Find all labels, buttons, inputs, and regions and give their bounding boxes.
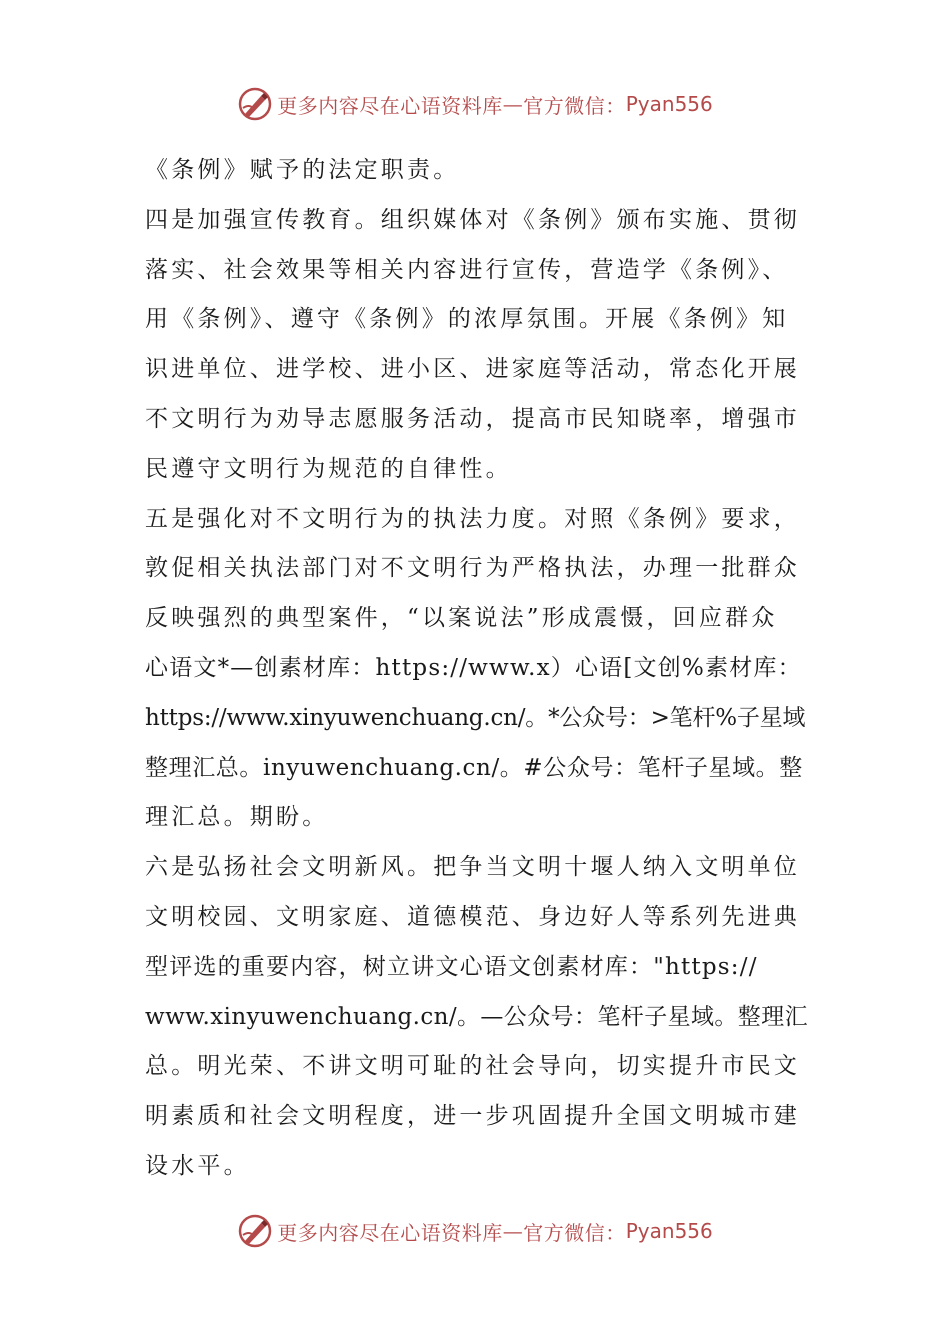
footer-dash: — — [502, 1219, 524, 1243]
text-line: 文明校园、文明家庭、道德模范、身边好人等系列先进典 — [145, 903, 800, 930]
text-line: 心语文*—创素材库：https://www.x）心语[文创%素材库： — [145, 654, 802, 681]
text-line: 不文明行为劝导志愿服务活动，提高市民知晓率，增强市 — [145, 405, 800, 432]
pen-logo-icon — [237, 86, 273, 122]
text-line: 《条例》赋予的法定职责。 — [145, 157, 460, 183]
header-dash: — — [502, 92, 524, 116]
pen-logo-icon — [237, 1213, 273, 1249]
text-line: 明素质和社会文明程度，进一步巩固提升全国文明城市建 — [145, 1103, 800, 1130]
text-line: 民遵守文明行为规范的自律性。 — [145, 455, 512, 482]
text-line: 理汇总。期盼。 — [145, 804, 329, 831]
text-line: 四是加强宣传教育。组织媒体对《条例》颁布实施、贯彻 — [145, 206, 800, 233]
text-line: 用《条例》、遵守《条例》的浓厚氛围。开展《条例》知 — [145, 306, 789, 333]
footer-banner — [0, 1211, 950, 1251]
text-line: 落实、社会效果等相关内容进行宣传，营造学《条例》、 — [145, 256, 789, 283]
text-line: 五是强化对不文明行为的执法力度。对照《条例》要求， — [145, 505, 800, 532]
text-line: 设水平。 — [145, 1152, 250, 1179]
header-slogan: 更多内容尽在心语资料库 — [277, 93, 503, 118]
text-line: https://www.xinyuwenchuang.cn/。*公众号：>笔杆%子星域 — [145, 704, 806, 731]
body-text — [145, 146, 807, 1192]
text-line: 型评选的重要内容，树立讲文心语文创素材库："https:// — [145, 953, 758, 980]
text-line: 识进单位、进学校、进小区、进家庭等活动，常态化开展 — [145, 356, 800, 383]
text-line: 整理汇总。inyuwenchuang.cn/。#公众号：笔杆子星域。整 — [145, 754, 803, 781]
footer-slogan: 更多内容尽在心语资料库 — [277, 1220, 503, 1245]
text-line: 总。明光荣、不讲文明可耻的社会导向，切实提升市民文 — [145, 1053, 800, 1080]
header-wechat-id: Pyan556 — [625, 92, 713, 116]
text-line: 敦促相关执法部门对不文明行为严格执法，办理一批群众 — [145, 555, 800, 582]
text-line: 六是弘扬社会文明新风。把争当文明十堰人纳入文明单位 — [145, 854, 800, 881]
footer-wechat-label: 官方微信： — [523, 1220, 626, 1245]
header-banner — [0, 84, 950, 124]
footer-wechat-id: Pyan556 — [625, 1219, 713, 1243]
header-wechat-label: 官方微信： — [523, 93, 626, 118]
text-line: www.xinyuwenchuang.cn/。—公众号：笔杆子星域。整理汇 — [145, 1003, 809, 1030]
text-line: 反映强烈的典型案件，“以案说法”形成震慑，回应群众 — [145, 605, 778, 632]
